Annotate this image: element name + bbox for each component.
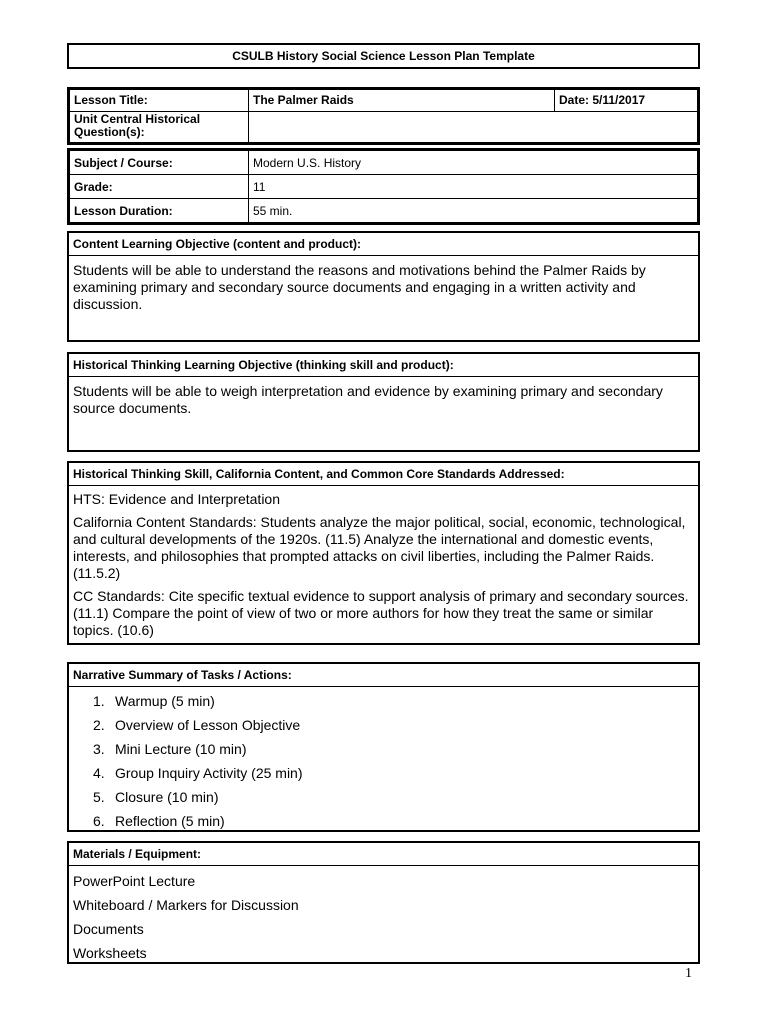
thinking-objective-text: Students will be able to weigh interpretation and evidence by examining primary and secondary source documents.	[73, 383, 663, 416]
list-item: PowerPoint Lecture	[73, 873, 196, 889]
standards-hts: HTS: Evidence and Interpretation	[73, 491, 281, 507]
subject-label: Subject / Course:	[70, 151, 249, 175]
materials-header: Materials / Equipment:	[69, 843, 698, 866]
title-box	[67, 43, 700, 69]
task-number: 3.	[93, 741, 105, 757]
task-number: 4.	[93, 765, 105, 781]
grade-label: Grade:	[70, 175, 249, 199]
question-label: Unit Central Historical Question(s):	[70, 112, 249, 143]
grade-value: 11	[249, 175, 698, 199]
list-item	[69, 717, 698, 741]
subject-value: Modern U.S. History	[249, 151, 698, 175]
duration-value: 55 min.	[249, 199, 698, 223]
task-text: Group Inquiry Activity (25 min)	[115, 765, 303, 781]
tasks-header: Narrative Summary of Tasks / Actions:	[69, 664, 698, 687]
tasks-section	[67, 662, 700, 832]
content-objective-text: Students will be able to understand the reasons and motivations behind the Palmer Raids by examining primary and secondary source documents and engaging in a written activity and discussion.	[73, 262, 646, 312]
list-item: Whiteboard / Markers for Discussion	[73, 897, 299, 913]
lesson-title-value: The Palmer Raids	[249, 90, 555, 112]
list-item	[69, 765, 698, 789]
page-number: 1	[685, 966, 692, 981]
list-item	[69, 813, 698, 837]
lesson-info-table	[67, 87, 700, 145]
course-info-table	[67, 148, 700, 225]
task-number: 1.	[93, 693, 105, 709]
list-item: Worksheets	[73, 945, 147, 961]
content-objective-section	[67, 231, 700, 342]
list-item	[69, 741, 698, 765]
task-text: Closure (10 min)	[115, 789, 219, 805]
thinking-objective-header: Historical Thinking Learning Objective (thinking skill and product):	[69, 354, 698, 377]
task-text: Warmup (5 min)	[115, 693, 215, 709]
duration-label: Lesson Duration:	[70, 199, 249, 223]
task-text: Reflection (5 min)	[115, 813, 225, 829]
standards-california: California Content Standards: Students analyze the major political, social, economic, technological, and cultural developments of the 1920s. (11.5) Analyze the international and domestic events, interests, and philosophies that prompted attacks on civil liberties, including the Palmer Raids. (11.5.2)	[73, 514, 686, 581]
page-title: CSULB History Social Science Lesson Plan Template	[232, 49, 535, 63]
content-objective-header: Content Learning Objective (content and product):	[69, 233, 698, 256]
task-number: 6.	[93, 813, 105, 829]
question-value	[249, 112, 698, 143]
list-item	[69, 693, 698, 717]
list-item	[69, 789, 698, 813]
standards-cc: CC Standards: Cite specific textual evidence to support analysis of primary and secondary sources. (11.1) Compare the point of view of two or more authors for how they treat the same or similar topics. (10.6)	[73, 588, 689, 638]
standards-header: Historical Thinking Skill, California Content, and Common Core Standards Addressed:	[69, 463, 698, 486]
task-number: 5.	[93, 789, 105, 805]
task-text: Overview of Lesson Objective	[115, 717, 301, 733]
task-text: Mini Lecture (10 min)	[115, 741, 247, 757]
lesson-title-label: Lesson Title:	[70, 90, 249, 112]
lesson-date: Date: 5/11/2017	[555, 90, 698, 112]
list-item: Documents	[73, 921, 144, 937]
task-number: 2.	[93, 717, 105, 733]
standards-section	[67, 461, 700, 645]
materials-section	[67, 841, 700, 964]
thinking-objective-section	[67, 352, 700, 452]
